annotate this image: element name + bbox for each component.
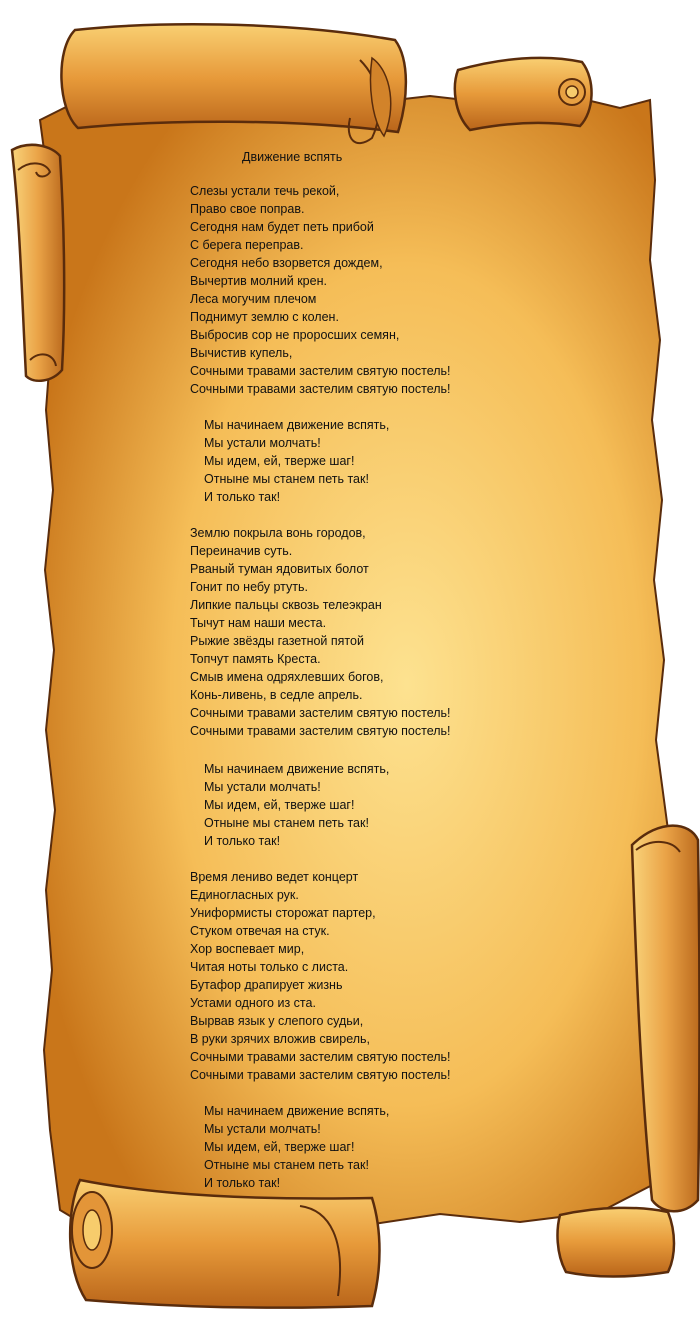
poem-title: Движение вспять bbox=[242, 150, 343, 164]
poem-line: Леса могучим плечом bbox=[190, 292, 317, 306]
poem-line: Вычертив молний крен. bbox=[190, 274, 327, 288]
poem-line: Смыв имена одряхлевших богов, bbox=[190, 670, 384, 684]
poem-line: Право свое поправ. bbox=[190, 202, 305, 216]
poem-line: Мы начинаем движение вспять, bbox=[204, 1104, 390, 1118]
poem-line: Бутафор драпирует жизнь bbox=[190, 978, 343, 992]
poem-line: Мы начинаем движение вспять, bbox=[204, 762, 390, 776]
poem-line: Отныне мы станем петь так! bbox=[204, 472, 369, 486]
poem-line: Рваный туман ядовитых болот bbox=[190, 562, 369, 576]
poem-line: Вырвав язык у слепого судьи, bbox=[190, 1014, 364, 1028]
poem-line: Мы идем, ей, тверже шаг! bbox=[204, 1140, 355, 1154]
poem-line: Мы начинаем движение вспять, bbox=[204, 418, 390, 432]
poem-line: Рыжие звёзды газетной пятой bbox=[190, 634, 364, 648]
poem-line: Тычут нам наши места. bbox=[190, 616, 327, 630]
poem-line: И только так! bbox=[204, 490, 281, 504]
poem-line: Мы устали молчать! bbox=[204, 1122, 321, 1136]
poem-line: Вычистив купель, bbox=[190, 346, 293, 360]
verse-1 bbox=[190, 182, 451, 398]
poem-line: Униформисты сторожат партер, bbox=[190, 906, 376, 920]
poem-line: Сочными травами застелим святую постель! bbox=[190, 1068, 451, 1082]
poem-line: Хор воспевает мир, bbox=[190, 942, 305, 956]
poem-line: Выбросив сор не проросших семян, bbox=[190, 328, 400, 342]
verse-5 bbox=[190, 868, 451, 1084]
poem-line: И только так! bbox=[204, 834, 281, 848]
poem-line: Топчут память Креста. bbox=[190, 652, 321, 666]
poem-line: Устами одного из ста. bbox=[190, 996, 316, 1010]
poem-line: Слезы устали течь рекой, bbox=[190, 184, 340, 198]
poem-line: Мы идем, ей, тверже шаг! bbox=[204, 454, 355, 468]
chorus-6 bbox=[204, 1102, 389, 1192]
poem-line: Конь-ливень, в седле апрель. bbox=[190, 688, 363, 702]
poem-line: Единогласных рук. bbox=[190, 888, 299, 902]
poem-line: Переиначив суть. bbox=[190, 544, 293, 558]
poem-line: Поднимут землю с колен. bbox=[190, 310, 339, 324]
poem-line: Отныне мы станем петь так! bbox=[204, 1158, 369, 1172]
poem-line: С берега переправ. bbox=[190, 238, 304, 252]
poem-line: Сочными травами застелим святую постель! bbox=[190, 382, 451, 396]
chorus-4 bbox=[204, 760, 389, 850]
poem-line: Гонит по небу ртуть. bbox=[190, 580, 308, 594]
poem-line: Липкие пальцы сквозь телеэкран bbox=[190, 598, 382, 612]
poem-line: В руки зрячих вложив свирель, bbox=[190, 1032, 371, 1046]
poem-line: И только так! bbox=[204, 1176, 281, 1190]
poem-line: Читая ноты только с листа. bbox=[190, 960, 349, 974]
verse-3 bbox=[190, 524, 451, 740]
poem-line: Сочными травами застелим святую постель! bbox=[190, 1050, 451, 1064]
poem-line: Сочными травами застелим святую постель! bbox=[190, 364, 451, 378]
poem-line: Стуком отвечая на стук. bbox=[190, 924, 330, 938]
chorus-2 bbox=[204, 416, 389, 506]
poem-line: Отныне мы станем петь так! bbox=[204, 816, 369, 830]
poem-line: Сочными травами застелим святую постель! bbox=[190, 724, 451, 738]
poem-line: Сегодня небо взорвется дождем, bbox=[190, 256, 383, 270]
poem-line: Время лениво ведет концерт bbox=[190, 870, 359, 884]
poem-line: Землю покрыла вонь городов, bbox=[190, 526, 366, 540]
poem-line: Сегодня нам будет петь прибой bbox=[190, 220, 374, 234]
poem-line: Мы устали молчать! bbox=[204, 780, 321, 794]
poem-line: Мы идем, ей, тверже шаг! bbox=[204, 798, 355, 812]
poem-line: Мы устали молчать! bbox=[204, 436, 321, 450]
poem-line: Сочными травами застелим святую постель! bbox=[190, 706, 451, 720]
